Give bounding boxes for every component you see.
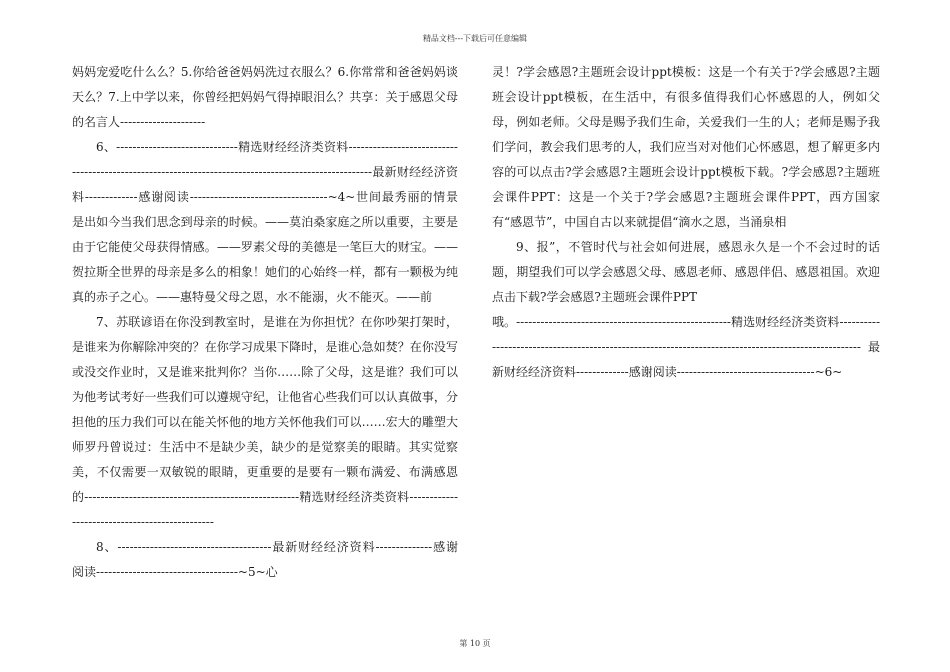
paragraph-2: 6、------------------------------精选财经经济类资料-----------------------------------------------------------------------------------------------------最新财经经济资料-------------感谢阅读----------------------------------~4~世间最秀丽的情景是出如今当我们思念到母亲的时候。——莫泊桑家庭之所以重要，主要是由于它能使父母获得情感。——罗素父母的美德是一笔巨大的财宝。——贺拉斯全世界的母亲是多么的相象！她们的心始终一样，都有一颗极为纯真的赤子之心。——惠特曼父母之恩，水不能溺，火不能灭。——前 [72,140,458,304]
paragraph-7: 哦。-----------------------------------------------------精选财经经济类资料-----------------------------------------------------------------------------------------------------最新财经经济资料-------------感谢阅读----------------------------------~6~ [492,315,880,379]
paragraph-3: 7、苏联谚语在你没到教室时，是谁在为你担忧？在你吵架打架时，是谁来为你解除冲突的？在你学习成果下降时，是谁心急如焚？在你没写或没交作业时，又是谁来批判你？当你……除了父母，这是谁？我们可以为他考试考好一些我们可以遵规守纪，让他省心些我们可以认真做事，分担他的压力我们可以在能关怀他的地方关怀他我们可以……宏大的雕塑大师罗丹曾说过：生活中不是缺少美，缺少的是觉察美的眼睛。其实觉察美，不仅需要一双敏锐的眼睛，更重要的是要有一颗布满爱、布满感恩的-----------------------------------------------------精选财经经济类资料----------------------------------------------- [72,315,458,529]
right-column [492,60,880,385]
page-header: 精品文档---下载后可任意编辑 [422,34,528,43]
left-column [72,60,458,585]
page-number: 第 10 页 [459,639,491,648]
paragraph-5: 灵！?学会感恩?主题班会设计ppt模板：这是一个有关于?学会感恩?主题班会设计ppt模板，在生活中，有很多值得我们心怀感恩的人，例如父母，例如老师。父母是赐予我们生命，关爱我们一生的人；老师是赐予我们学问，教会我们思考的人，我们应当对对他们心怀感恩，想了解更多内容的可以点击?学会感恩?主题班会设计ppt模板下载。?学会感恩?主题班会课件PPT：这是一个关于?学会感恩?主题班会课件PPT，西方国家有“感恩节”，中国自古以来就提倡“滴水之恩，当涌泉相 [492,65,880,229]
paragraph-1: 妈妈宠爱吃什么么？5.你给爸爸妈妈洗过衣服么？6.你常常和爸爸妈妈谈天么？7.上中学以来，你曾经把妈妈气得掉眼泪么？共享：关于感恩父母的名言人--------------------- [72,65,458,129]
paragraph-6: 9、报”，不管时代与社会如何进展，感恩永久是一个不会过时的话题，期望我们可以学会感恩父母、感恩老师、感恩伴侣、感恩祖国。欢迎点击下载?学会感恩?主题班会课件PPT [492,240,880,304]
paragraph-4: 8、--------------------------------------最新财经经济资料--------------感谢阅读-----------------------------------~5~心 [72,540,458,579]
